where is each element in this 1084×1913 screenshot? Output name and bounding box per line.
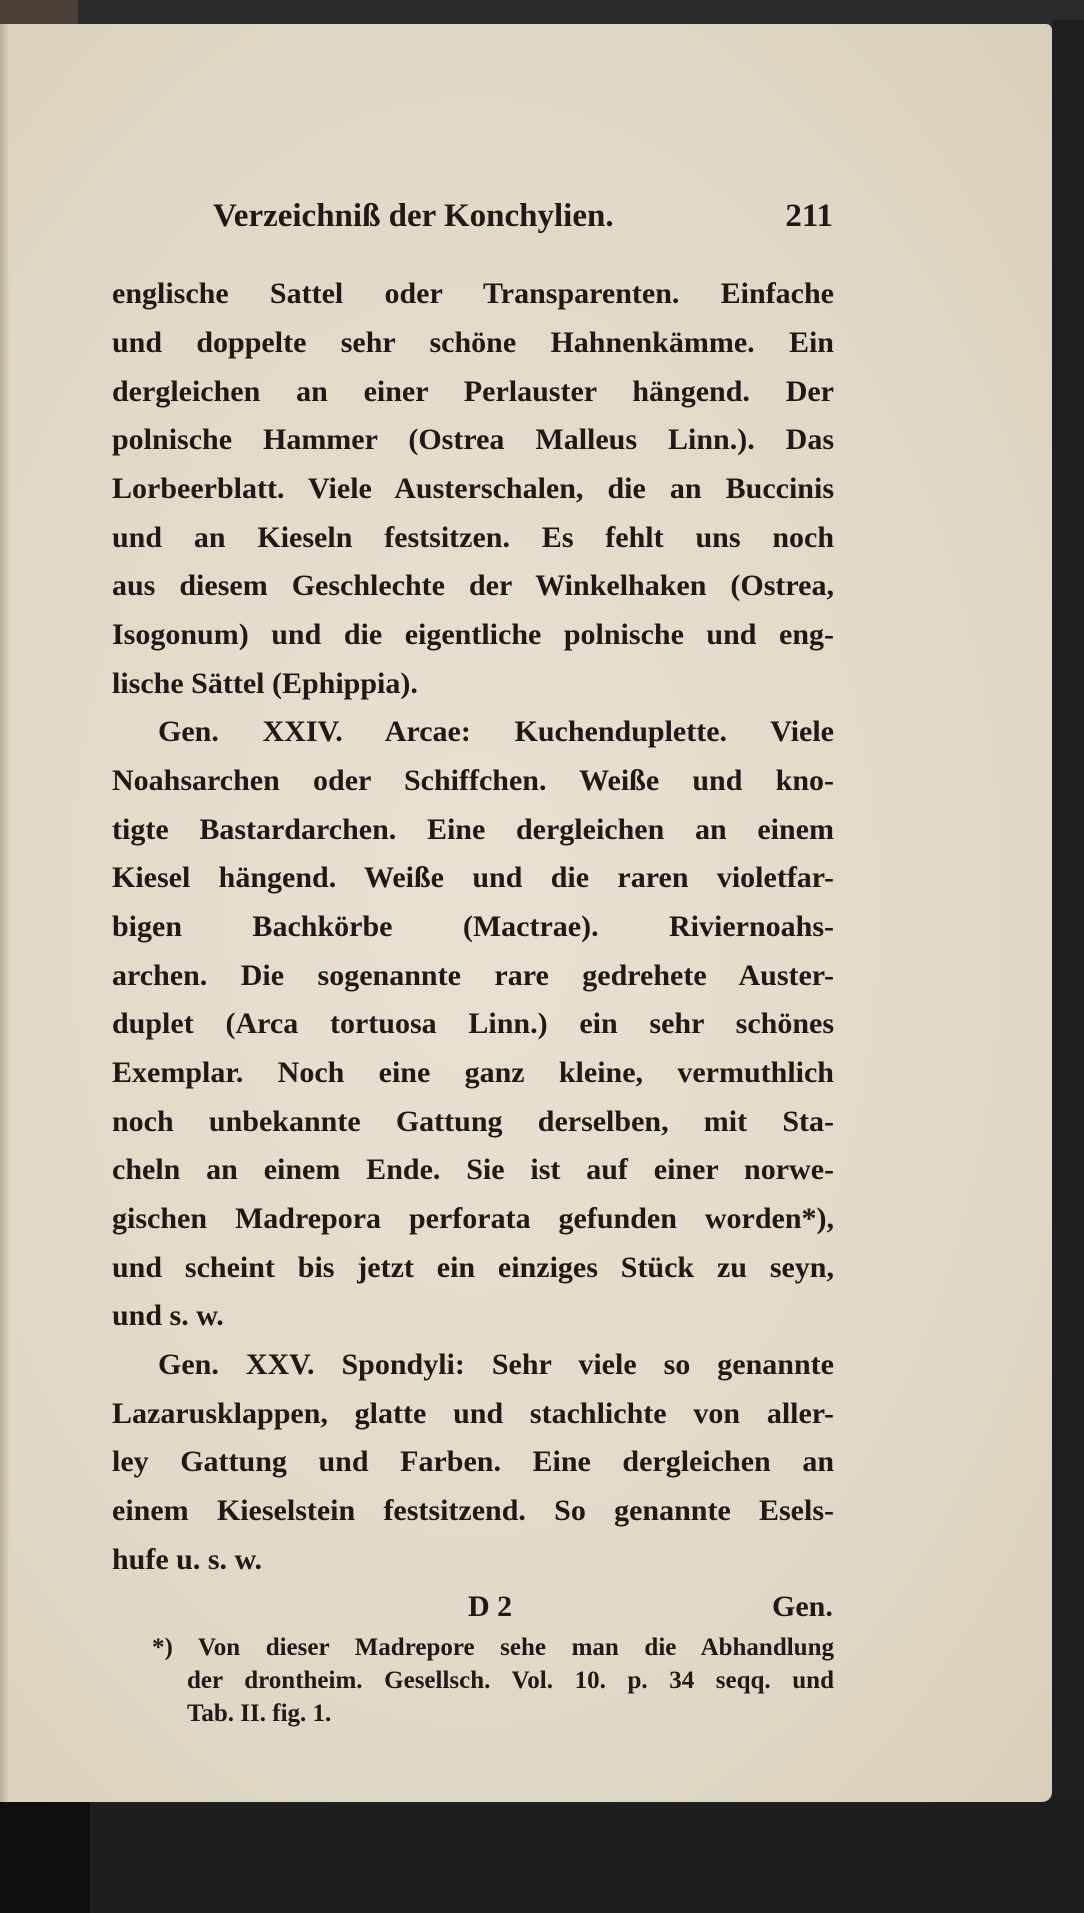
text-line: dergleichen an einer Perlauster hängend. Der [112,375,834,408]
text-line: hufe u. s. w. [112,1543,263,1576]
text-line: Exemplar. Noch eine ganz kleine, vermuthlich [112,1056,834,1089]
text-line: Noahsarchen oder Schiffchen. Weiße und kno- [112,764,834,797]
page-gutter [0,24,10,1802]
text-line: noch unbekannte Gattung derselben, mit Sta- [112,1105,834,1138]
text-line: polnische Hammer (Ostrea Malleus Linn.). Das [112,423,834,456]
text-line: lische Sättel (Ephippia). [112,667,418,700]
text-line: Lorbeerblatt. Viele Austerschalen, die an Buccinis [112,472,834,505]
footnote-line: Tab. II. fig. 1. [187,1700,332,1727]
text-line: bigen Bachkörbe (Mactrae). Riviernoahs- [112,910,834,943]
scan-right-background [1052,20,1084,1913]
text-line: englische Sattel oder Transparenten. Einfache [112,277,834,310]
signature-mark: D 2 [468,1590,513,1623]
running-header [213,198,833,242]
text-line: und doppelte sehr schöne Hahnenkämme. Ein [112,326,834,359]
text-line: und an Kieseln festsitzen. Es fehlt uns noch [112,521,834,554]
text-line: Gen. XXV. Spondyli: Sehr viele so genannte [158,1348,834,1381]
text-line: und s. w. [112,1299,224,1332]
text-line: aus diesem Geschlechte der Winkelhaken (Ostrea, [112,569,834,602]
running-title: Verzeichniß der Konchylien. [213,198,614,234]
text-line: einem Kieselstein festsitzend. So genannte Esels- [112,1494,834,1527]
scan-bottom-background [0,1800,1084,1913]
text-line: tigte Bastardarchen. Eine dergleichen an einem [112,813,834,846]
book-cover-bottom [0,1800,90,1913]
text-line: cheln an einem Ende. Sie ist auf einer norwe- [112,1153,834,1186]
text-line: gischen Madrepora perforata gefunden worden*), [112,1202,834,1235]
text-line: Lazarusklappen, glatte und stachlichte von aller- [112,1397,834,1430]
text-line: Kiesel hängend. Weiße und die raren violetfar- [112,861,834,894]
catchword: Gen. [772,1590,833,1623]
text-line: Gen. XXIV. Arcae: Kuchenduplette. Viele [158,715,834,748]
footnote-line: der drontheim. Gesellsch. Vol. 10. p. 34 seqq. und [187,1667,834,1694]
scan-top-background [0,0,1084,26]
text-line: archen. Die sogenannte rare gedrehete Auster- [112,959,834,992]
footnote-line: *) Von dieser Madrepore sehe man die Abhandlung [152,1634,834,1661]
text-line: und scheint bis jetzt ein einziges Stück zu seyn, [112,1251,834,1284]
text-line: Isogonum) und die eigentliche polnische und eng- [112,618,834,651]
text-line: duplet (Arca tortuosa Linn.) ein sehr schönes [112,1007,834,1040]
text-line: ley Gattung und Farben. Eine dergleichen an [112,1445,834,1478]
page-number: 211 [785,198,833,234]
